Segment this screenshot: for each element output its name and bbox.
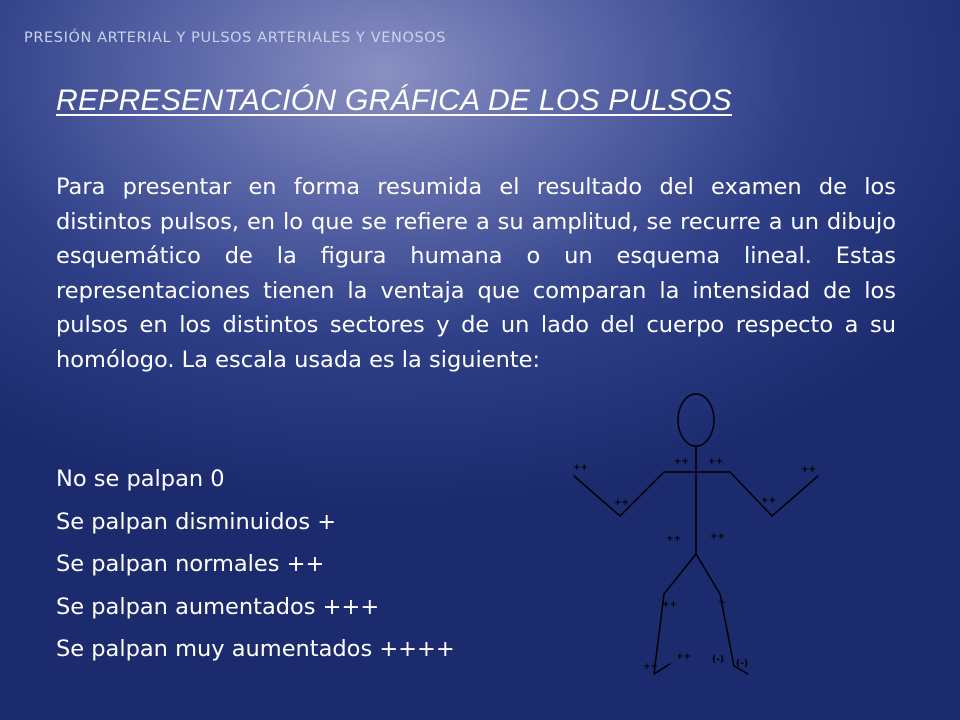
label-popliteal-left: ++ [662,600,678,610]
label-pedal-right: (-) [736,659,748,669]
label-radial-left: ++ [573,463,589,473]
figure-head [678,394,714,446]
label-tibial-right: (-) [712,655,724,665]
label-pedal-left: ++ [643,662,659,672]
pulse-scale-list [56,458,455,671]
label-carotid-right: ++ [708,457,724,467]
label-tibial-left: ++ [676,652,692,662]
label-carotid-left: ++ [674,457,690,467]
label-popliteal-right: + [718,598,726,608]
figure-arm-left [574,472,664,516]
stick-figure-diagram [560,392,830,692]
label-femoral-right: ++ [710,532,726,542]
slide-paragraph: Para presentar en forma resumida el resultado del examen de los distintos pulsos, en lo que se refiere a su amplitud, se recurre a un dibujo esquemático de la figura humana o un esquema lineal. Estas representaciones tienen la ventaja que comparan la intensidad de los pulsos en los distintos sectores y de un lado del cuerpo respecto a su homólogo. La escala usada es la siguiente: [56,174,896,373]
label-radial-right: ++ [801,465,817,475]
scale-item-4: Se palpan muy aumentados ++++ [56,636,455,662]
slide-header: PRESIÓN ARTERIAL Y PULSOS ARTERIALES Y VENOSOS [24,30,447,46]
scale-item-2: Se palpan normales ++ [56,551,325,577]
scale-item-3: Se palpan aumentados +++ [56,593,380,620]
label-femoral-left: ++ [666,534,682,544]
figure-arm-right [730,472,818,516]
slide-title: REPRESENTACIÓN GRÁFICA DE LOS PULSOS [56,84,732,117]
scale-item-0: No se palpan 0 [56,466,225,492]
scale-item-1: Se palpan disminuidos + [56,508,337,535]
label-brachial-left: ++ [614,498,630,508]
label-brachial-right: ++ [761,496,777,506]
